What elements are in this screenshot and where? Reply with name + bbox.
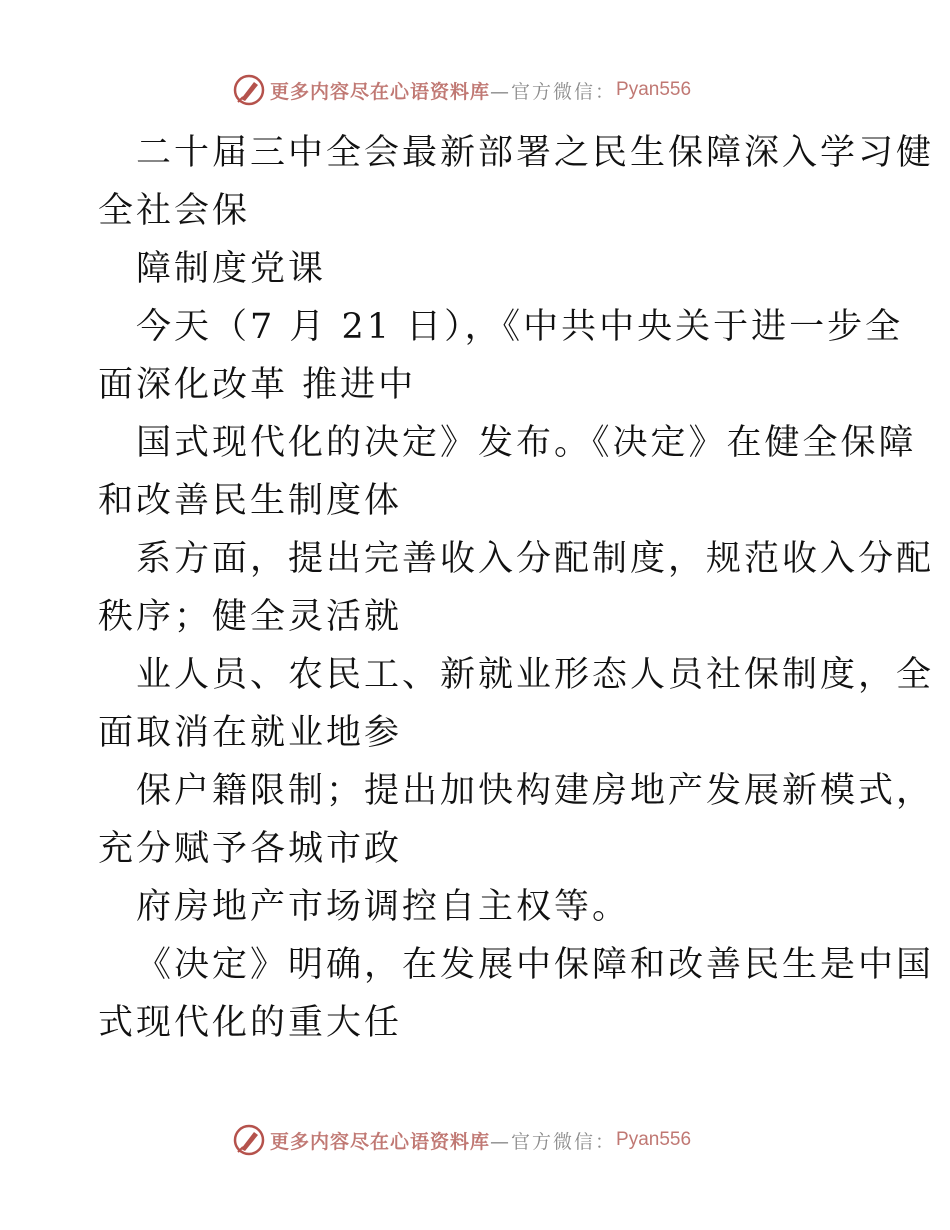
watermark-official-label: —官方微信： xyxy=(490,80,617,103)
document-body xyxy=(98,124,935,1052)
header-watermark xyxy=(232,72,691,108)
text-line: 面取消在就业地参 xyxy=(98,713,403,753)
watermark-brand-text: 更多内容尽在心语资料库 xyxy=(270,1130,491,1153)
text-line: 今天（7 月 21 日），《中共中央关于进一步全 xyxy=(136,307,904,347)
text-line: 国式现代化的决定》发布。《决定》在健全保障 xyxy=(136,423,917,463)
watermark-account-id: Pyan556 xyxy=(616,1129,692,1150)
watermark-brand-text: 更多内容尽在心语资料库 xyxy=(270,80,491,103)
text-line: 《决定》明确，在发展中保障和改善民生是中国 xyxy=(136,945,935,985)
text-line: 充分赋予各城市政 xyxy=(98,829,403,869)
text-line: 障制度党课 xyxy=(136,249,327,289)
text-line: 二十届三中全会最新部署之民生保障深入学习健 xyxy=(136,133,935,173)
text-line: 式现代化的重大任 xyxy=(98,1003,403,1043)
text-line: 和改善民生制度体 xyxy=(98,481,403,521)
watermark-account-id: Pyan556 xyxy=(616,79,692,100)
text-line: 系方面，提出完善收入分配制度，规范收入分配 xyxy=(136,539,935,579)
text-line: 保户籍限制；提出加快构建房地产发展新模式， xyxy=(136,771,935,811)
text-line: 面深化改革 推进中 xyxy=(98,365,417,405)
quill-pen-logo-icon xyxy=(232,73,266,107)
watermark-official-label: —官方微信： xyxy=(490,1130,617,1153)
quill-pen-logo-icon xyxy=(232,1123,266,1157)
text-line: 全社会保 xyxy=(98,191,251,231)
text-line: 府房地产市场调控自主权等。 xyxy=(136,887,631,927)
text-line: 业人员、农民工、新就业形态人员社保制度，全 xyxy=(136,655,935,695)
text-line: 秩序；健全灵活就 xyxy=(98,597,403,637)
footer-watermark xyxy=(232,1122,691,1158)
